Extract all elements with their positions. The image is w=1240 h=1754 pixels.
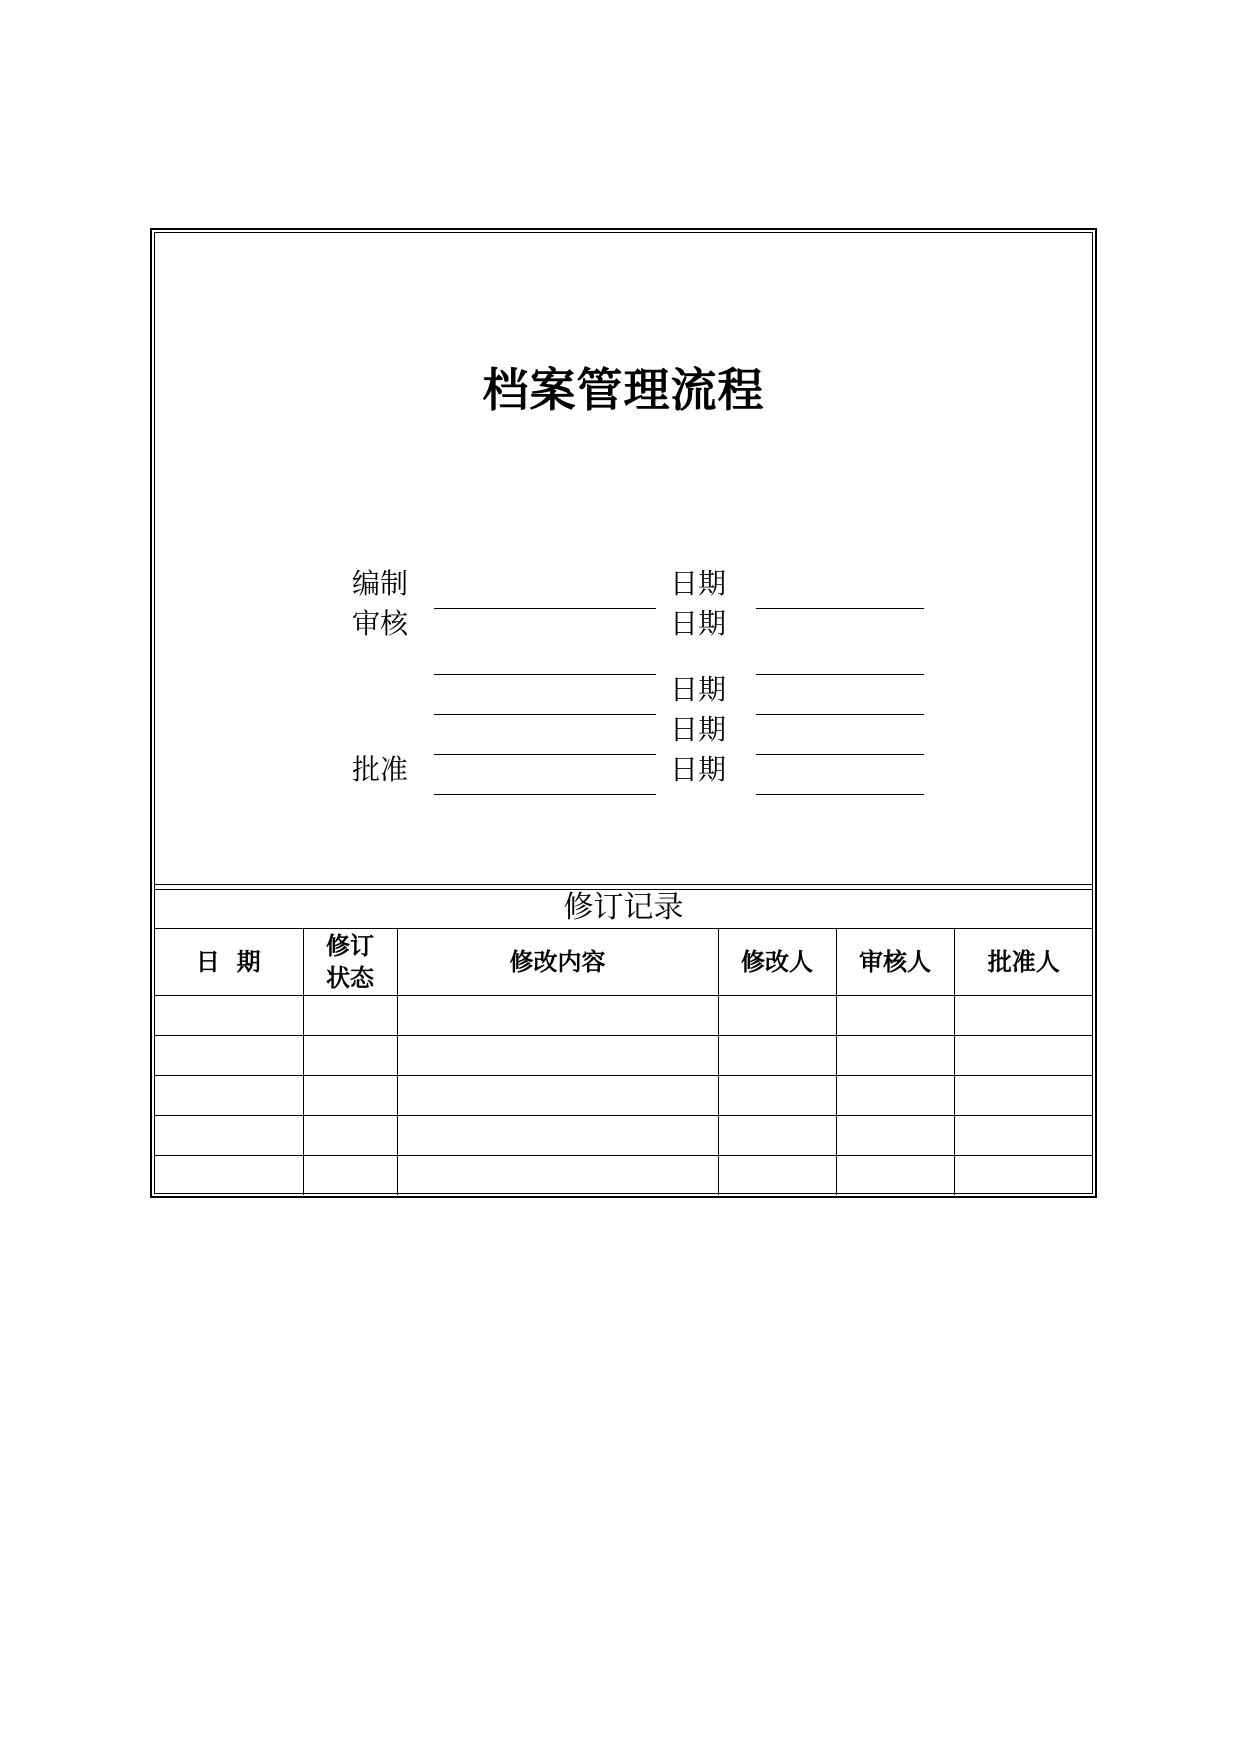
- compiled-signature-line[interactable]: [434, 608, 656, 609]
- table-cell[interactable]: [718, 1036, 836, 1076]
- table-cell[interactable]: [954, 1116, 1093, 1156]
- reviewed-date-line[interactable]: [756, 674, 924, 675]
- table-header-row: [154, 929, 1093, 996]
- table-cell[interactable]: [303, 1036, 397, 1076]
- table-cell[interactable]: [836, 1156, 954, 1196]
- header-modifier: 修改人: [718, 929, 836, 996]
- date-label: 日期: [670, 607, 727, 640]
- table-cell[interactable]: [303, 1116, 397, 1156]
- table-cell[interactable]: [397, 1116, 718, 1156]
- table-cell[interactable]: [954, 1036, 1093, 1076]
- header-revision-status: [303, 929, 397, 996]
- table-cell[interactable]: [718, 996, 836, 1036]
- table-row: [154, 1156, 1093, 1196]
- approved-date-line[interactable]: [756, 794, 924, 795]
- section-divider: [154, 884, 1093, 885]
- table-cell[interactable]: [154, 996, 303, 1036]
- table-row: [154, 1116, 1093, 1156]
- table-cell[interactable]: [397, 1076, 718, 1116]
- table-cell[interactable]: [303, 1076, 397, 1116]
- table-cell[interactable]: [836, 1036, 954, 1076]
- reviewer-3-signature-line[interactable]: [434, 754, 656, 755]
- table-cell[interactable]: [954, 1076, 1093, 1116]
- header-date: 日 期: [154, 929, 303, 996]
- header-status-line1: 修订: [326, 932, 374, 960]
- reviewed-signature-line[interactable]: [434, 674, 656, 675]
- revision-record-title: 修订记录: [563, 890, 684, 925]
- table-cell[interactable]: [303, 1156, 397, 1196]
- reviewer-2-signature-line[interactable]: [434, 714, 656, 715]
- table-cell[interactable]: [154, 1156, 303, 1196]
- compiled-label: 编制: [352, 567, 409, 600]
- date-label: 日期: [670, 713, 727, 746]
- table-cell[interactable]: [397, 1036, 718, 1076]
- table-cell[interactable]: [154, 1036, 303, 1076]
- compiled-date-line[interactable]: [756, 608, 924, 609]
- date-label: 日期: [670, 567, 727, 600]
- revision-record-table: [154, 928, 1093, 1195]
- header-reviewer: 审核人: [836, 929, 954, 996]
- table-row: [154, 996, 1093, 1036]
- table-cell[interactable]: [954, 1156, 1093, 1196]
- table-cell[interactable]: [954, 996, 1093, 1036]
- table-cell[interactable]: [154, 1076, 303, 1116]
- table-cell[interactable]: [397, 1156, 718, 1196]
- reviewer-3-date-line[interactable]: [756, 754, 924, 755]
- date-label: 日期: [670, 673, 727, 706]
- header-content: 修改内容: [397, 929, 718, 996]
- approved-label: 批准: [352, 753, 409, 786]
- approved-signature-line[interactable]: [434, 794, 656, 795]
- table-cell[interactable]: [718, 1156, 836, 1196]
- table-cell[interactable]: [303, 996, 397, 1036]
- table-cell[interactable]: [836, 996, 954, 1036]
- document-title: 档案管理流程: [482, 363, 765, 417]
- header-approver: 批准人: [954, 929, 1093, 996]
- table-row: [154, 1036, 1093, 1076]
- table-cell[interactable]: [718, 1116, 836, 1156]
- reviewer-2-date-line[interactable]: [756, 714, 924, 715]
- table-cell[interactable]: [154, 1116, 303, 1156]
- table-cell[interactable]: [836, 1076, 954, 1116]
- table-cell[interactable]: [836, 1116, 954, 1156]
- table-row: [154, 1076, 1093, 1116]
- reviewed-label: 审核: [352, 607, 409, 640]
- date-label: 日期: [670, 753, 727, 786]
- table-cell[interactable]: [397, 996, 718, 1036]
- table-cell[interactable]: [718, 1076, 836, 1116]
- header-status-line2: 状态: [326, 964, 374, 992]
